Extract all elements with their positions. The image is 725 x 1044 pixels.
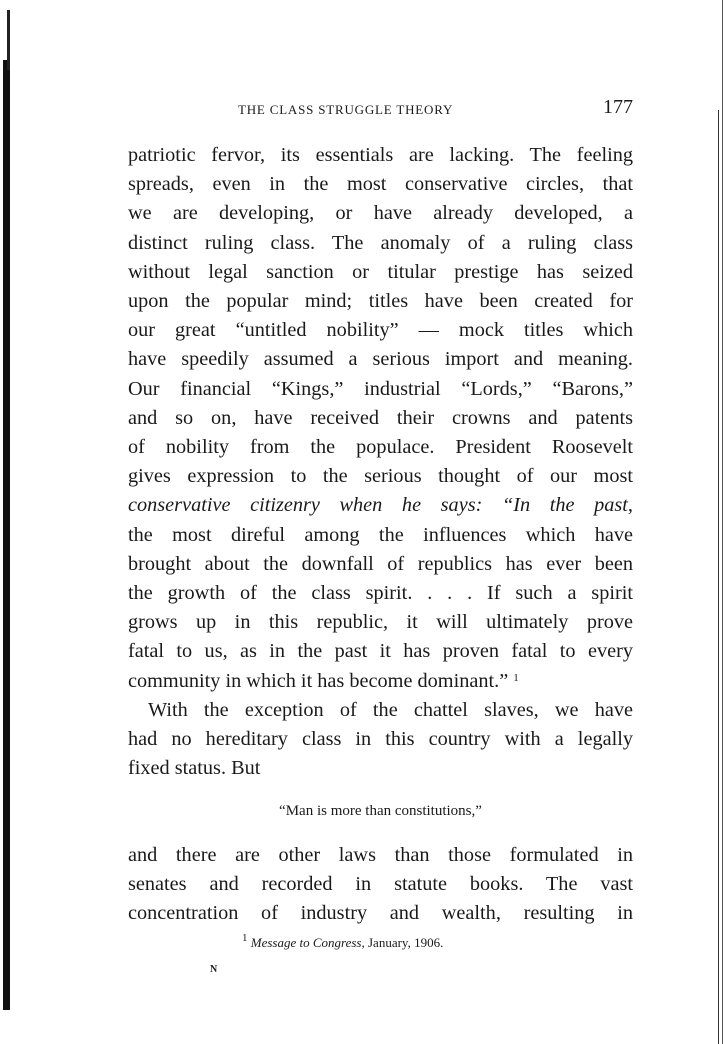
text-line: of nobility from the populace. President Roosevelt [128,436,633,459]
text-line: upon the popular mind; titles have been created for [128,290,633,313]
text-line: we are developing, or have already developed, a [128,202,633,225]
quote-italic-lead: “In the past, [501,494,633,517]
text-line: senates and recorded in statute books. The vast [128,872,633,895]
text-line: our great “untitled nobility” — mock titles which [128,319,633,342]
text-line: fatal to us, as in the past it has proven fatal to every [128,640,633,663]
footnote [242,932,444,951]
text-line: grows up in this republic, it will ultimately prove [128,611,633,634]
text-line: brought about the downfall of republics has ever been [128,552,633,575]
text-line: fixed status. But [128,757,261,780]
text-line: concentration of industry and wealth, resulting in [128,902,633,925]
text-line: the growth of the class spirit. . . . If such a spirit [128,582,633,605]
text-line: distinct ruling class. The anomaly of a ruling class [128,231,633,254]
footnote-title: Message to Congress, [250,935,365,950]
text-line: and there are other laws than those formulated in [128,843,633,866]
text-segment: conservative citizenry when he says: [128,494,483,517]
block-quote: “Man is more than constitutions,” [279,803,482,820]
body-text [128,141,633,928]
scan-left-edge [3,60,10,1010]
footnote-date: January, 1906. [368,935,444,950]
text-line: Our financial “Kings,” industrial “Lords,” “Barons,” [128,377,633,400]
scan-right-edge [718,110,719,1044]
text-line: had no hereditary class in this country with a legally [128,728,633,751]
text-line: have speedily assumed a serious import and meaning. [128,348,633,371]
footnote-reference: 1 [513,671,519,684]
signature-mark: N [210,964,218,975]
text-line: patriotic fervor, its essentials are lacking. The feeling [128,144,633,166]
text-line: without legal sanction or titular prestige has seized [128,260,633,283]
text-segment: community in which it has become dominant.” [128,669,509,692]
text-line: and so on, have received their crowns and patents [128,406,633,429]
scan-left-edge-top [7,10,10,70]
footnote-marker: 1 [242,932,248,944]
text-line [128,667,633,696]
text-line: gives expression to the serious thought of our most [128,465,633,488]
text-line: spreads, even in the most conservative circles, that [128,173,633,196]
text-line: With the exception of the chattel slaves, we have [148,698,633,721]
text-line-mixed [128,491,633,520]
page-number: 177 [603,96,633,118]
text-line: the most direful among the influences which have [128,523,633,546]
page-header [128,98,633,122]
running-head: THE CLASS STRUGGLE THEORY [238,102,454,117]
scan-right-edge-outer [722,0,723,1044]
